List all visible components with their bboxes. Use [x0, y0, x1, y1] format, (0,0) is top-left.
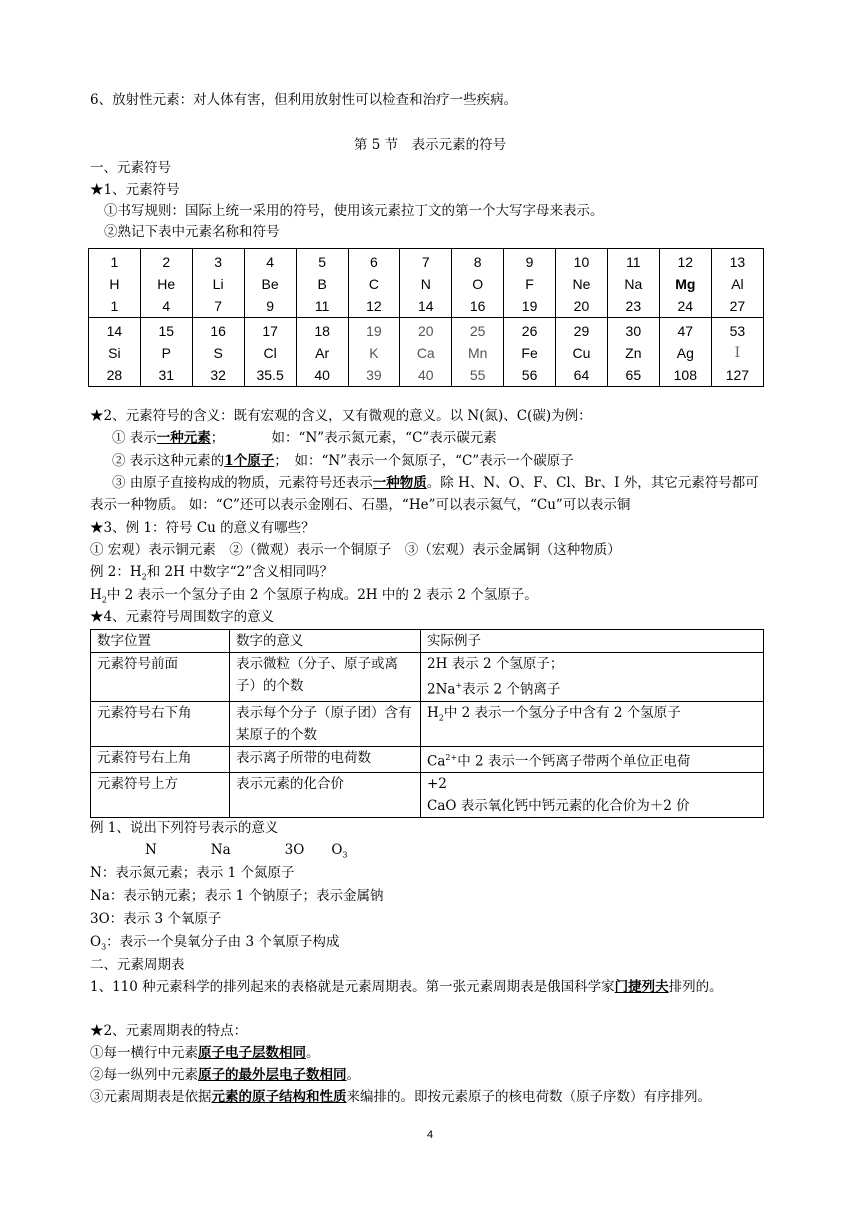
- heading-periodic-table: 二、元素周期表: [90, 957, 185, 973]
- element-symbol: Mg: [675, 276, 696, 292]
- example-cell: [421, 653, 764, 702]
- section-title: 第 5 节 表示元素的符号: [353, 137, 507, 153]
- underlined-term: 门捷列夫: [614, 979, 669, 995]
- element-symbol: H: [109, 276, 120, 292]
- element-cell: [711, 318, 763, 387]
- meaning-cell: 表示微粒（分子、原子或离子）的个数: [230, 653, 421, 702]
- position-cell: 元素符号右上角: [91, 746, 230, 773]
- page-number: 4: [426, 1129, 434, 1141]
- element-number: 14: [106, 323, 123, 339]
- element-mass: 24: [677, 298, 694, 314]
- periodic-features-heading: ★2、元素周期表的特点：: [90, 1023, 248, 1039]
- element-cell: [556, 249, 608, 318]
- example-line: CaO 表示氧化钙中钙元素的化合价为＋2 价: [427, 798, 690, 814]
- meaning-cell: 表示每个分子（原子团）含有某原子的个数: [230, 701, 421, 746]
- subscript: 2: [438, 713, 444, 723]
- point-3-answer: ① 宏观）表示铜元素 ②（微观）表示一个铜原子 ③（宏观）表示金属铜（这种物质）: [90, 542, 621, 558]
- element-symbol: B: [317, 276, 327, 292]
- text: ； 如：“N”表示一个氮原子，“C”表示一个碳原子: [274, 453, 574, 469]
- text: ①每一横行中元素: [90, 1045, 198, 1061]
- text: ③元素周期表是依据: [90, 1089, 212, 1105]
- text: O: [90, 934, 102, 950]
- meaning-cell: 表示元素的化合价: [230, 773, 421, 818]
- element-mass: 40: [314, 367, 330, 383]
- element-cell: [296, 318, 348, 387]
- text: 1、110 种元素科学的排列起来的表格就是元素周期表。第一张元素周期表是俄国科学家: [90, 979, 615, 995]
- example-line: +2: [427, 776, 447, 792]
- position-cell: 元素符号前面: [91, 653, 230, 702]
- element-symbol: Si: [108, 345, 121, 361]
- subscript: 3: [101, 942, 107, 952]
- periodic-para-1: [90, 976, 764, 998]
- element-cell: [504, 318, 556, 387]
- element-symbol: Al: [731, 276, 744, 292]
- text: 中 2 表示一个氢分子中含有 2 个氢原子: [443, 704, 681, 721]
- element-symbol: N: [420, 276, 431, 292]
- example-line: [427, 675, 757, 701]
- underlined-term: 原子的最外层电子数相同: [198, 1067, 347, 1083]
- point-2-meaning-2: [112, 451, 574, 471]
- element-cell: [348, 318, 400, 387]
- element-mass: 108: [673, 367, 697, 383]
- digit-meaning-table: [90, 629, 764, 818]
- point-1-memorize: ②熟记下表中元素名称和符号: [104, 224, 280, 240]
- text: ②每一纵列中元素: [90, 1067, 198, 1083]
- element-mass: 35.5: [256, 367, 284, 383]
- radioactive-line: 6、放射性元素：对人体有害，但利用放射性可以检查和治疗一些疾病。: [90, 92, 518, 108]
- element-symbol: Ca: [416, 345, 435, 361]
- table-row: [91, 746, 764, 773]
- element-cell: [556, 318, 608, 387]
- table-row: [91, 701, 764, 746]
- element-mass: 14: [417, 298, 434, 314]
- text: 。: [306, 1045, 320, 1061]
- example-cell: [421, 701, 764, 746]
- element-cell: [140, 249, 192, 318]
- element-symbol: Na: [624, 276, 643, 292]
- element-symbol: S: [213, 345, 223, 361]
- point-2-meaning-3: [90, 472, 764, 516]
- example-line: 2H 表示 2 个氢原子；: [427, 656, 564, 672]
- text: ：表示一个臭氧分子由 3 个氧原子构成: [106, 934, 340, 950]
- element-mass: 20: [573, 298, 590, 314]
- periodic-elements-table: [88, 248, 764, 387]
- element-number: 53: [729, 323, 746, 339]
- position-cell: 元素符号右下角: [91, 701, 230, 746]
- element-symbol: P: [161, 345, 171, 361]
- element-symbol: Mn: [467, 345, 488, 361]
- text: N Na 3O O: [145, 842, 343, 858]
- text: 来编排的。即按元素原子的核电荷数（原子序数）有序排列。: [346, 1089, 711, 1105]
- element-mass: 56: [521, 367, 538, 383]
- element-cell: [89, 249, 141, 318]
- element-symbol: Zn: [625, 345, 642, 361]
- text: 2Na: [427, 681, 456, 698]
- element-number: 11: [626, 254, 641, 270]
- element-cell: [452, 249, 504, 318]
- element-cell: [192, 249, 244, 318]
- element-mass: 55: [469, 367, 486, 383]
- element-cell: [659, 249, 711, 318]
- element-row: [89, 318, 764, 387]
- element-number: 19: [366, 323, 382, 339]
- element-cell: [192, 318, 244, 387]
- element-number: 47: [677, 323, 694, 339]
- text: 中 2 表示一个氢分子由 2 个氢原子构成。2H 中的 2 表示 2 个氢原子。: [106, 587, 538, 603]
- element-mass: 1: [110, 298, 119, 314]
- element-number: 3: [214, 254, 222, 270]
- table-row: [91, 773, 764, 818]
- element-number: 6: [370, 254, 378, 270]
- element-symbol: Cl: [263, 345, 277, 361]
- heading-element-symbol: 一、元素符号: [90, 160, 171, 176]
- element-number: 25: [469, 323, 486, 339]
- element-row: [89, 249, 764, 318]
- element-mass: 127: [725, 367, 750, 383]
- header-cell: 数字的意义: [230, 630, 421, 653]
- subscript: 3: [342, 850, 348, 860]
- element-number: 16: [210, 323, 226, 339]
- text: 表示 2 个钠离子: [462, 681, 561, 698]
- element-cell: [452, 318, 504, 387]
- example-1-question: 例 1、说出下列符号表示的意义: [90, 820, 279, 836]
- element-cell: [296, 249, 348, 318]
- element-cell: [504, 249, 556, 318]
- element-mass: 7: [214, 298, 222, 314]
- superscript: 2+: [445, 752, 458, 762]
- element-number: 2: [162, 254, 171, 270]
- underlined-term: 一种物质: [372, 475, 427, 491]
- element-mass: 65: [625, 367, 642, 383]
- example-cell: [421, 746, 764, 773]
- element-symbol: Ag: [676, 345, 694, 361]
- element-cell: [348, 249, 400, 318]
- element-symbol: Ar: [315, 345, 330, 361]
- element-symbol: Cu: [572, 345, 591, 361]
- example-2-question: [90, 562, 333, 588]
- element-number: 12: [677, 254, 694, 270]
- text: ① 表示: [112, 430, 157, 446]
- example-1-na: Na：表示钠元素；表示 1 个钠原子；表示金属钠: [90, 888, 384, 904]
- example-cell: [421, 773, 764, 818]
- subscript: 2: [101, 595, 107, 605]
- element-symbol: K: [369, 345, 379, 361]
- element-number: 10: [573, 254, 590, 270]
- element-symbol: C: [368, 276, 379, 292]
- element-cell: [244, 249, 296, 318]
- element-mass: 12: [366, 298, 382, 314]
- text: ② 表示这种元素的: [112, 453, 225, 469]
- text: 例 2：H: [90, 564, 142, 580]
- element-number: 8: [473, 254, 482, 270]
- point-2-heading: ★2、元素符号的含义：既有宏观的含义，又有微观的意义。以 N(氮)、C(碳)为例：: [90, 408, 592, 424]
- point-1-rule: ①书写规则：国际上统一采用的符号，使用该元素拉丁文的第一个大写字母来表示。: [104, 203, 604, 219]
- element-number: 18: [314, 323, 330, 339]
- text: 排列的。: [668, 979, 723, 995]
- feature-1: [90, 1043, 320, 1063]
- element-number: 15: [158, 323, 175, 339]
- element-symbol: F: [525, 276, 534, 292]
- header-cell: 数字位置: [91, 630, 230, 653]
- element-mass: 31: [158, 367, 175, 383]
- element-cell: [89, 318, 141, 387]
- text: 和 2H 中数字“2”含义相同吗？: [146, 564, 334, 580]
- point-4-heading: ★4、元素符号周围数字的意义: [90, 609, 275, 625]
- element-mass: 16: [469, 298, 486, 314]
- table-header-row: [91, 630, 764, 653]
- element-number: 26: [521, 323, 538, 339]
- example-1-symbols: [145, 840, 348, 866]
- element-cell: [400, 318, 452, 387]
- element-mass: 64: [573, 367, 590, 383]
- element-mass: 39: [366, 367, 382, 383]
- element-cell: [400, 249, 452, 318]
- underlined-term: 元素的原子结构和性质: [211, 1089, 347, 1105]
- element-mass: 40: [417, 367, 434, 383]
- element-mass: 28: [106, 367, 123, 383]
- element-number: 30: [625, 323, 642, 339]
- element-mass: 4: [162, 298, 171, 314]
- underlined-term: 1个原子: [224, 453, 275, 469]
- element-mass: 19: [521, 298, 538, 314]
- point-2-meaning-1: [112, 428, 497, 448]
- element-number: 4: [266, 254, 274, 270]
- element-symbol: Li: [212, 276, 224, 292]
- superscript: +: [455, 681, 463, 690]
- example-1-3o: 3O：表示 3 个氧原子: [90, 911, 222, 927]
- element-number: 1: [110, 254, 119, 270]
- subscript: 2: [141, 572, 147, 582]
- header-cell: 实际例子: [421, 630, 764, 653]
- element-mass: 11: [314, 298, 330, 314]
- element-number: 7: [421, 254, 430, 270]
- element-number: 5: [318, 254, 326, 270]
- point-1-heading: ★1、元素符号: [90, 182, 180, 198]
- point-3-heading: ★3、例 1：符号 Cu 的意义有哪些？: [90, 520, 315, 536]
- feature-2: [90, 1065, 360, 1085]
- example-1-n: N：表示氮元素；表示 1 个氮原子: [90, 865, 295, 881]
- element-number: 9: [525, 254, 534, 270]
- element-symbol: I: [734, 345, 741, 361]
- element-cell: [140, 318, 192, 387]
- underlined-term: 一种元素: [156, 430, 211, 446]
- text: ； 如：“N”表示氮元素，“C”表示碳元素: [210, 430, 497, 446]
- text: H: [90, 587, 102, 603]
- element-number: 13: [729, 254, 746, 270]
- example-1-o3: [90, 932, 339, 958]
- element-mass: 32: [210, 367, 226, 383]
- element-number: 29: [573, 323, 590, 339]
- underlined-term: 原子电子层数相同: [198, 1045, 306, 1061]
- element-symbol: Ne: [572, 276, 591, 292]
- element-symbol: He: [157, 276, 176, 292]
- element-mass: 9: [266, 298, 274, 314]
- text: Ca: [427, 753, 446, 769]
- element-cell: [711, 249, 763, 318]
- text: H: [427, 704, 439, 721]
- element-number: 20: [417, 323, 434, 339]
- feature-3: [90, 1086, 764, 1108]
- meaning-cell: 表示离子所带的电荷数: [230, 746, 421, 773]
- element-cell: [607, 318, 659, 387]
- element-symbol: Fe: [521, 345, 538, 361]
- element-cell: [244, 318, 296, 387]
- element-symbol: Be: [261, 276, 279, 292]
- text: 中 2 表示一个钙离子带两个单位正电荷: [457, 753, 691, 769]
- position-cell: 元素符号上方: [91, 773, 230, 818]
- element-symbol: O: [472, 276, 484, 292]
- element-mass: 27: [729, 298, 746, 314]
- element-cell: [659, 318, 711, 387]
- element-number: 17: [262, 323, 278, 339]
- element-mass: 23: [625, 298, 642, 314]
- element-cell: [607, 249, 659, 318]
- table-row: [91, 653, 764, 702]
- text: 。: [346, 1067, 360, 1083]
- text: 。除 H、N、O、F、Cl、Br、I 外，其它元素符号都可表示一种物质。 如：“C”还可以表示金刚石、石墨，“He”可以表示氦气，“Cu”可以表示铜: [90, 475, 759, 513]
- text: ③ 由原子直接构成的物质，元素符号还表示: [112, 475, 373, 491]
